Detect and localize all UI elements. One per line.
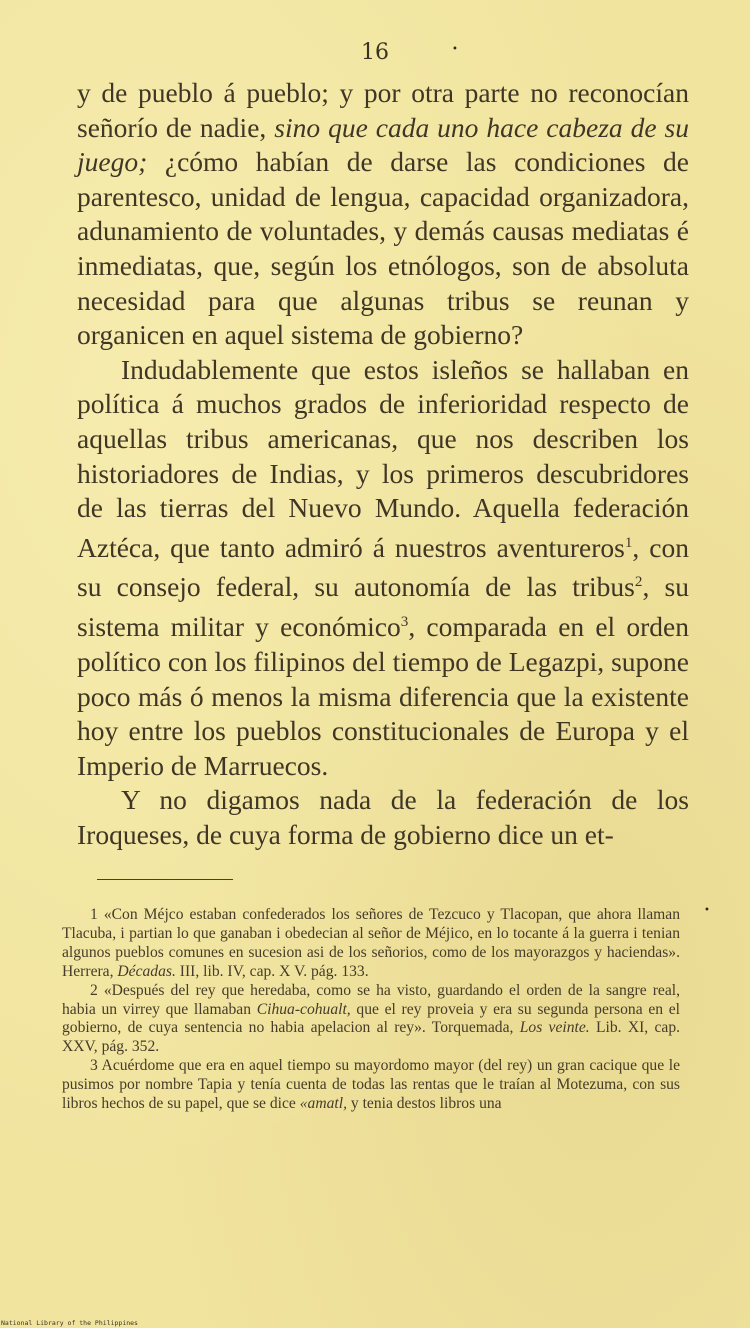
footnote-ref: 1 — [624, 534, 633, 551]
text-run: Y no digamos nada de la federación de los Iroqueses, de cuya forma de gobierno dice un et- — [77, 784, 689, 850]
text-run: 2 «Después del rey que heredaba, como se ha visto, guardando el orden de la sangre real, habia un virrey que llamaban — [62, 981, 680, 1018]
text-run: y de pueblo á pueblo; y por otra parte no reconocían señorío de nadie, — [77, 77, 689, 143]
italic-run: Los veinte. — [519, 1019, 590, 1037]
footnote-2 — [62, 982, 680, 1058]
text-run: ¿cómo habían de darse las condiciones de parentesco, unidad de lengua, capacidad organizadora, adunamiento de voluntades, y demás causas mediatas é inmediatas, que, según los etnólogos, son de absoluta necesidad para que algunas tribus se reunan y organicen en aquel sistema de gobierno? — [77, 146, 689, 351]
italic-run: Décadas. — [117, 962, 176, 980]
text-run: y tenia destos libros una — [346, 1095, 502, 1113]
text-run: que el rey proveia y era su segunda persona en el gobierno, de cuya sentencia no habia apelacion al rey». Torquemada, — [62, 1000, 680, 1037]
italic-run: sino que cada uno hace cabeza de su juego; — [77, 111, 690, 178]
text-run: , con su consejo federal, su autonomía de las tribus — [77, 531, 689, 603]
text-run: 1 «Con Méjco estaban confederados los señores de Tezcuco y Tlacopan, que ahora llaman Tlacuba, i partian lo que ganaban i obedecian al señor de Méjico, en lo tocante á la guerra i tenian algunos pueblos comunes en sucesion asi de los señorios, como de los mayorazgos y haciendas». Herrera, — [62, 906, 680, 980]
text-run: Lib. XI, cap. XXV, pág. 352. — [62, 1019, 681, 1056]
footnotes — [62, 906, 680, 1114]
text-run: , su sistema militar y económico — [77, 571, 690, 643]
text-run: III, lib. IV, cap. X V. pág. 133. — [175, 962, 369, 980]
footnote-divider — [97, 879, 233, 880]
ink-speck-mark: • — [704, 905, 710, 916]
footnote-1 — [62, 906, 680, 982]
italic-run: Cihua-cohualt, — [256, 1000, 351, 1018]
footnote-ref: 3 — [400, 614, 409, 631]
ink-speck-mark: • — [452, 44, 458, 55]
paragraph-1 — [77, 76, 689, 353]
text-run: 3 Acuérdome que era en aquel tiempo su mayordomo mayor (del rey) un gran cacique que le pusimos por nombre Tapia y tenía cuenta de todas las rentas que le traían al Motezuma, con sus libros hechos de su papel, que se dice — [62, 1057, 680, 1113]
text-run: Indudablemente que estos isleños se hallaban en política á muchos grados de inferioridad respecto de aquellas tribus americanas, que nos describen los historiadores de Indias, y los primeros descubridores de las tierras del Nuevo Mundo. Aquella federación Aztéca, que tanto admiró á nuestros aventureros — [77, 353, 689, 563]
page-number: 16 — [361, 40, 389, 65]
paragraph-2 — [77, 353, 689, 784]
body-text — [77, 76, 689, 853]
footnote-ref: 2 — [634, 574, 643, 591]
paragraph-3 — [77, 783, 689, 852]
text-run: , comparada en el orden político con los filipinos del tiempo de Legazpi, supone poco más ó menos la misma diferencia que la existente hoy entre los pueblos constitucionales de Europa y el Imperio de Marruecos. — [77, 611, 689, 781]
library-credit: National Library of the Philippines — [1, 1319, 138, 1327]
footnote-3 — [62, 1057, 680, 1114]
italic-run: «amatl, — [299, 1095, 347, 1113]
